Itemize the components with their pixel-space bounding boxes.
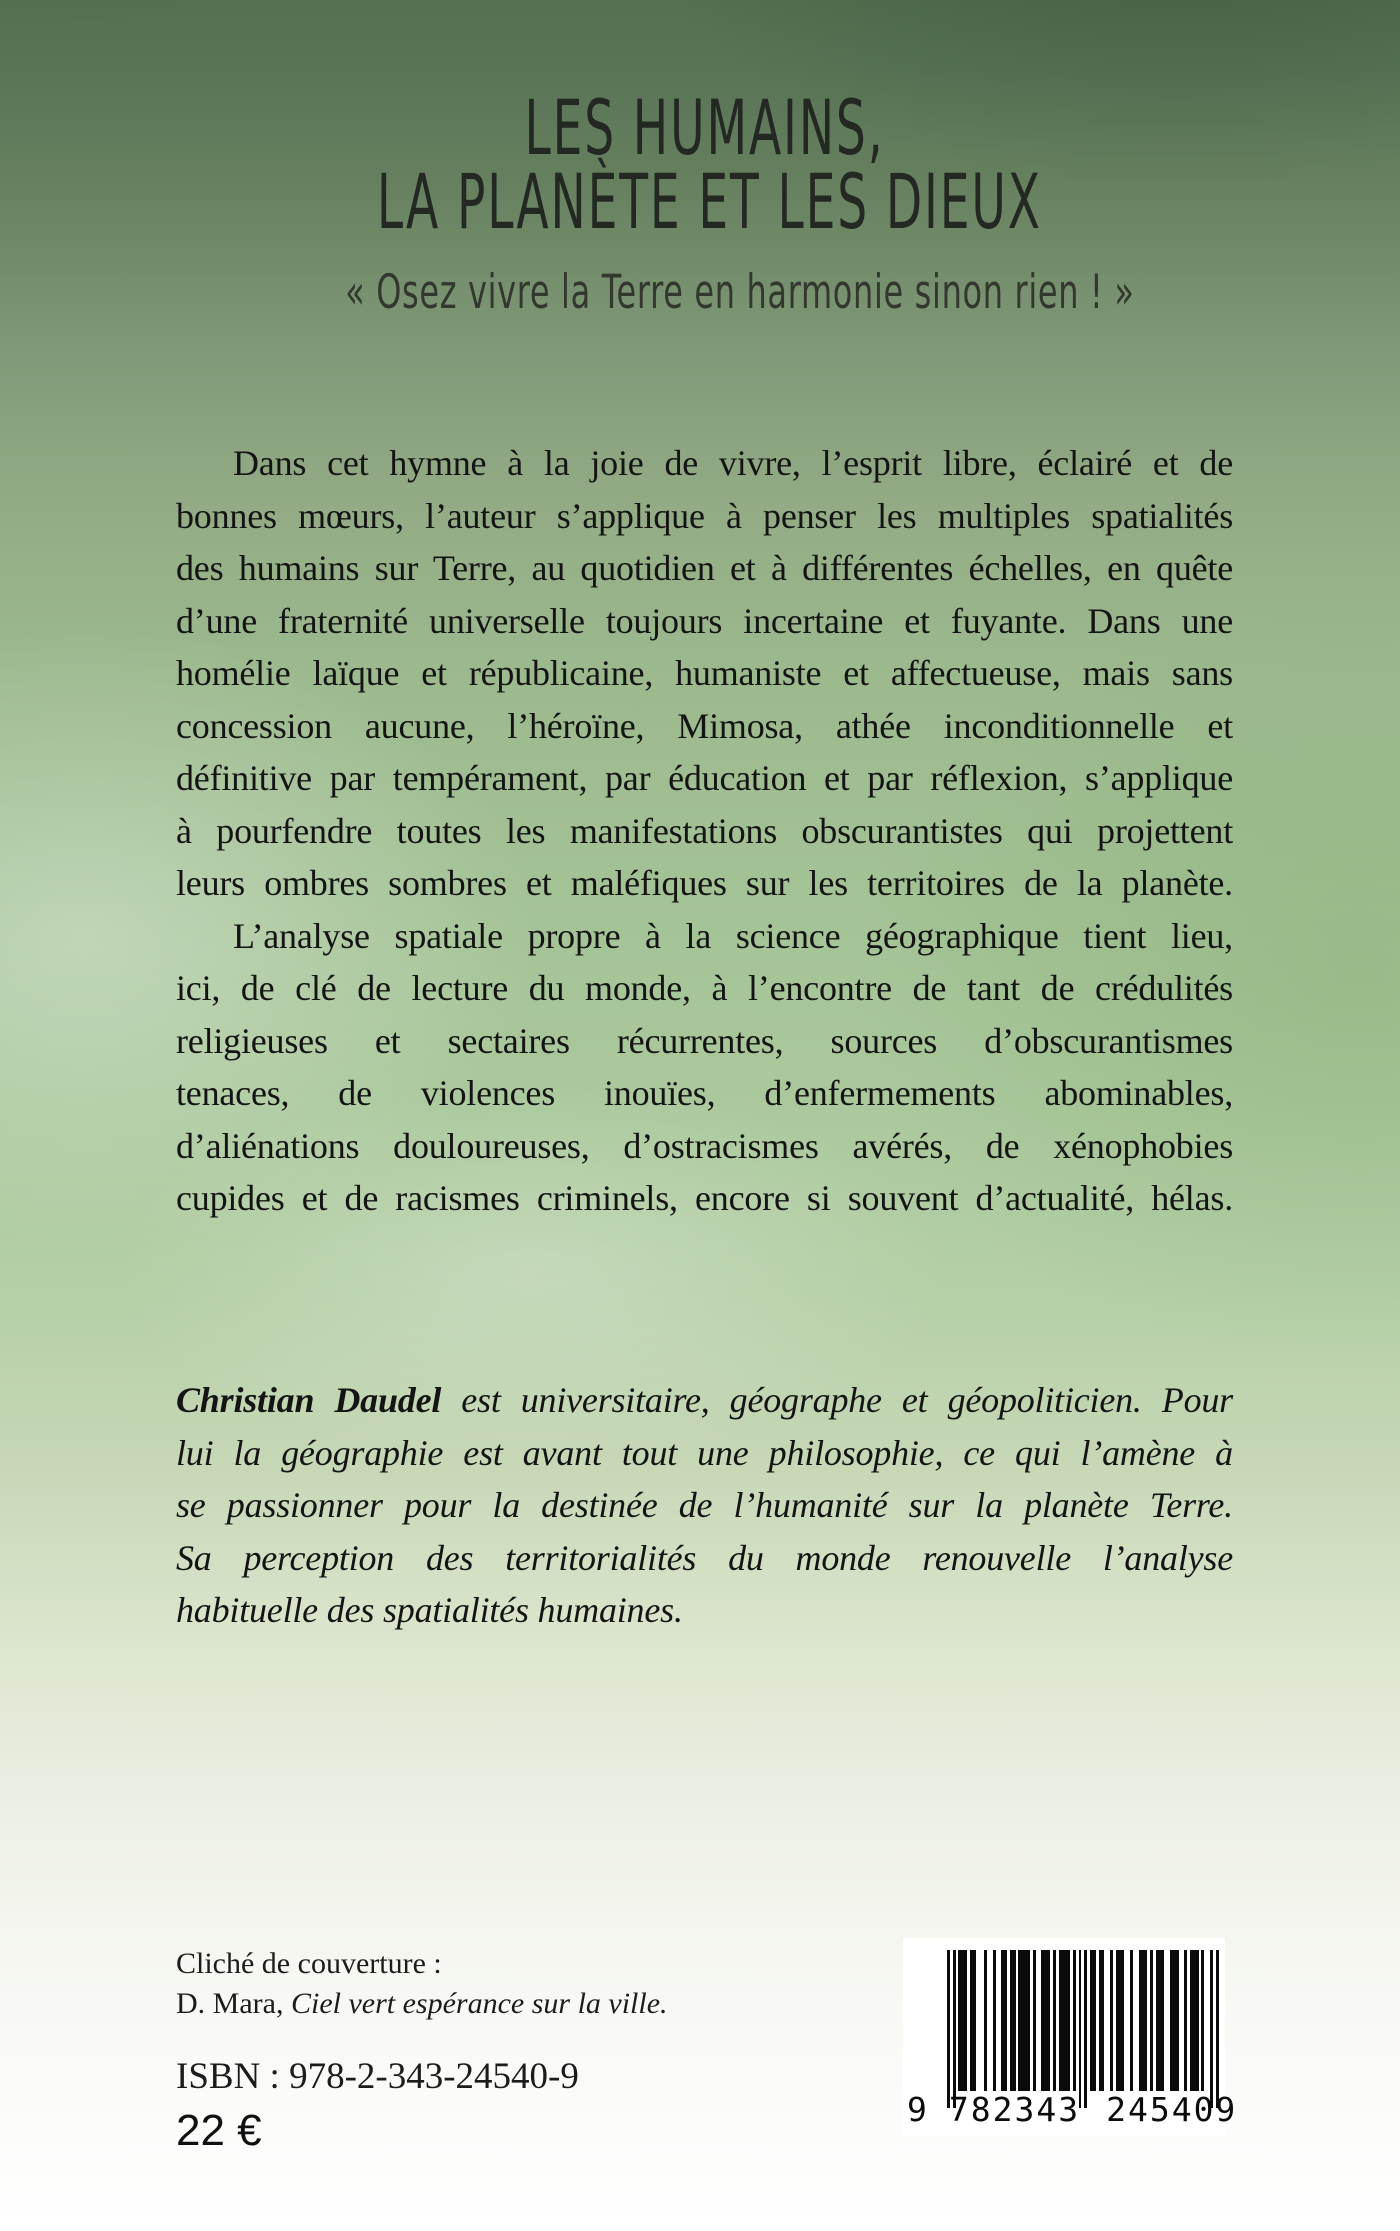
barcode-digit-lead: 9 [907, 2090, 929, 2129]
author-name: Christian Daudel [176, 1380, 442, 1420]
synopsis-line: leurs ombres sombres et maléfiques sur les territoires de la planète. [176, 863, 1233, 903]
author-bio-line: lui la géographie est avant tout une philosophie, ce qui l’amène à [176, 1432, 1233, 1473]
synopsis-line: L’analyse spatiale propre à la science géographique tient lieu, [233, 915, 1233, 956]
credits-block [176, 1944, 876, 2156]
synopsis-line: à pourfendre toutes les manifestations obscurantistes qui projettent [176, 810, 1233, 851]
cover-photo-title: Ciel vert espérance sur la ville. [290, 1987, 668, 2020]
synopsis-line: d’aliénations douloureuses, d’ostracismes avérés, de xénophobies [176, 1125, 1233, 1166]
synopsis-line: religieuses et sectaires récurrentes, sources d’obscurantismes [176, 1020, 1233, 1061]
cover-photo-author: D. Mara, [176, 1987, 291, 2020]
book-subtitle: « Osez vivre la Terre en harmonie sinon rien ! » [345, 265, 1135, 320]
synopsis-line: homélie laïque et républicaine, humaniste et affectueuse, mais sans [176, 653, 1233, 693]
author-bio [176, 1374, 1233, 1637]
cover-photo-credit-label: Cliché de couverture : [176, 1947, 442, 1980]
synopsis-line: Dans cet hymne à la joie de vivre, l’esprit libre, éclairé et de [233, 443, 1233, 483]
synopsis-line: cupides et de racismes criminels, encore si souvent d’actualité, hélas. [176, 1178, 1233, 1218]
book-title-line2: LA PLANÈTE ET LES DIEUX [376, 157, 1042, 246]
synopsis-line: bonnes mœurs, l’auteur s’applique à penser les multiples spatialités [176, 495, 1233, 536]
synopsis-line: définitive par tempérament, par éducation et par réflexion, s’applique [176, 758, 1233, 798]
author-bio-line: habituelle des spatialités humaines. [176, 1590, 683, 1630]
synopsis-text [176, 437, 1233, 1225]
barcode-digits-left: 782343 [948, 2090, 1081, 2129]
barcode [903, 1938, 1238, 2136]
author-bio-line: se passionner pour la destinée de l’humanité sur la planète Terre. [176, 1485, 1233, 1525]
barcode-digits [907, 2090, 1238, 2130]
author-bio-line: Sa perception des territorialités du monde renouvelle l’analyse [176, 1537, 1233, 1578]
synopsis-line: tenaces, de violences inouïes, d’enfermements abominables, [176, 1073, 1233, 1113]
book-title-line1: LES HUMAINS, [524, 83, 885, 172]
synopsis-line: d’une fraternité universelle toujours incertaine et fuyante. Dans une [176, 600, 1233, 641]
title-block [176, 83, 1233, 320]
author-bio-text: est universitaire, géographe et géopoliticien. Pour [441, 1380, 1233, 1420]
synopsis-line: ici, de clé de lecture du monde, à l’encontre de tant de crédulités [176, 968, 1233, 1008]
synopsis-line: concession aucune, l’héroïne, Mimosa, athée inconditionnelle et [176, 705, 1233, 746]
cover-photo-credit [176, 1984, 876, 2024]
author-bio-line [176, 1374, 1233, 1427]
isbn-text: ISBN : 978-2-343-24540-9 [176, 2056, 579, 2097]
synopsis-line: des humains sur Terre, au quotidien et à différentes échelles, en quête [176, 548, 1233, 588]
barcode-digits-right: 245409 [1106, 2090, 1238, 2129]
price-text: 22 € [176, 2106, 262, 2155]
